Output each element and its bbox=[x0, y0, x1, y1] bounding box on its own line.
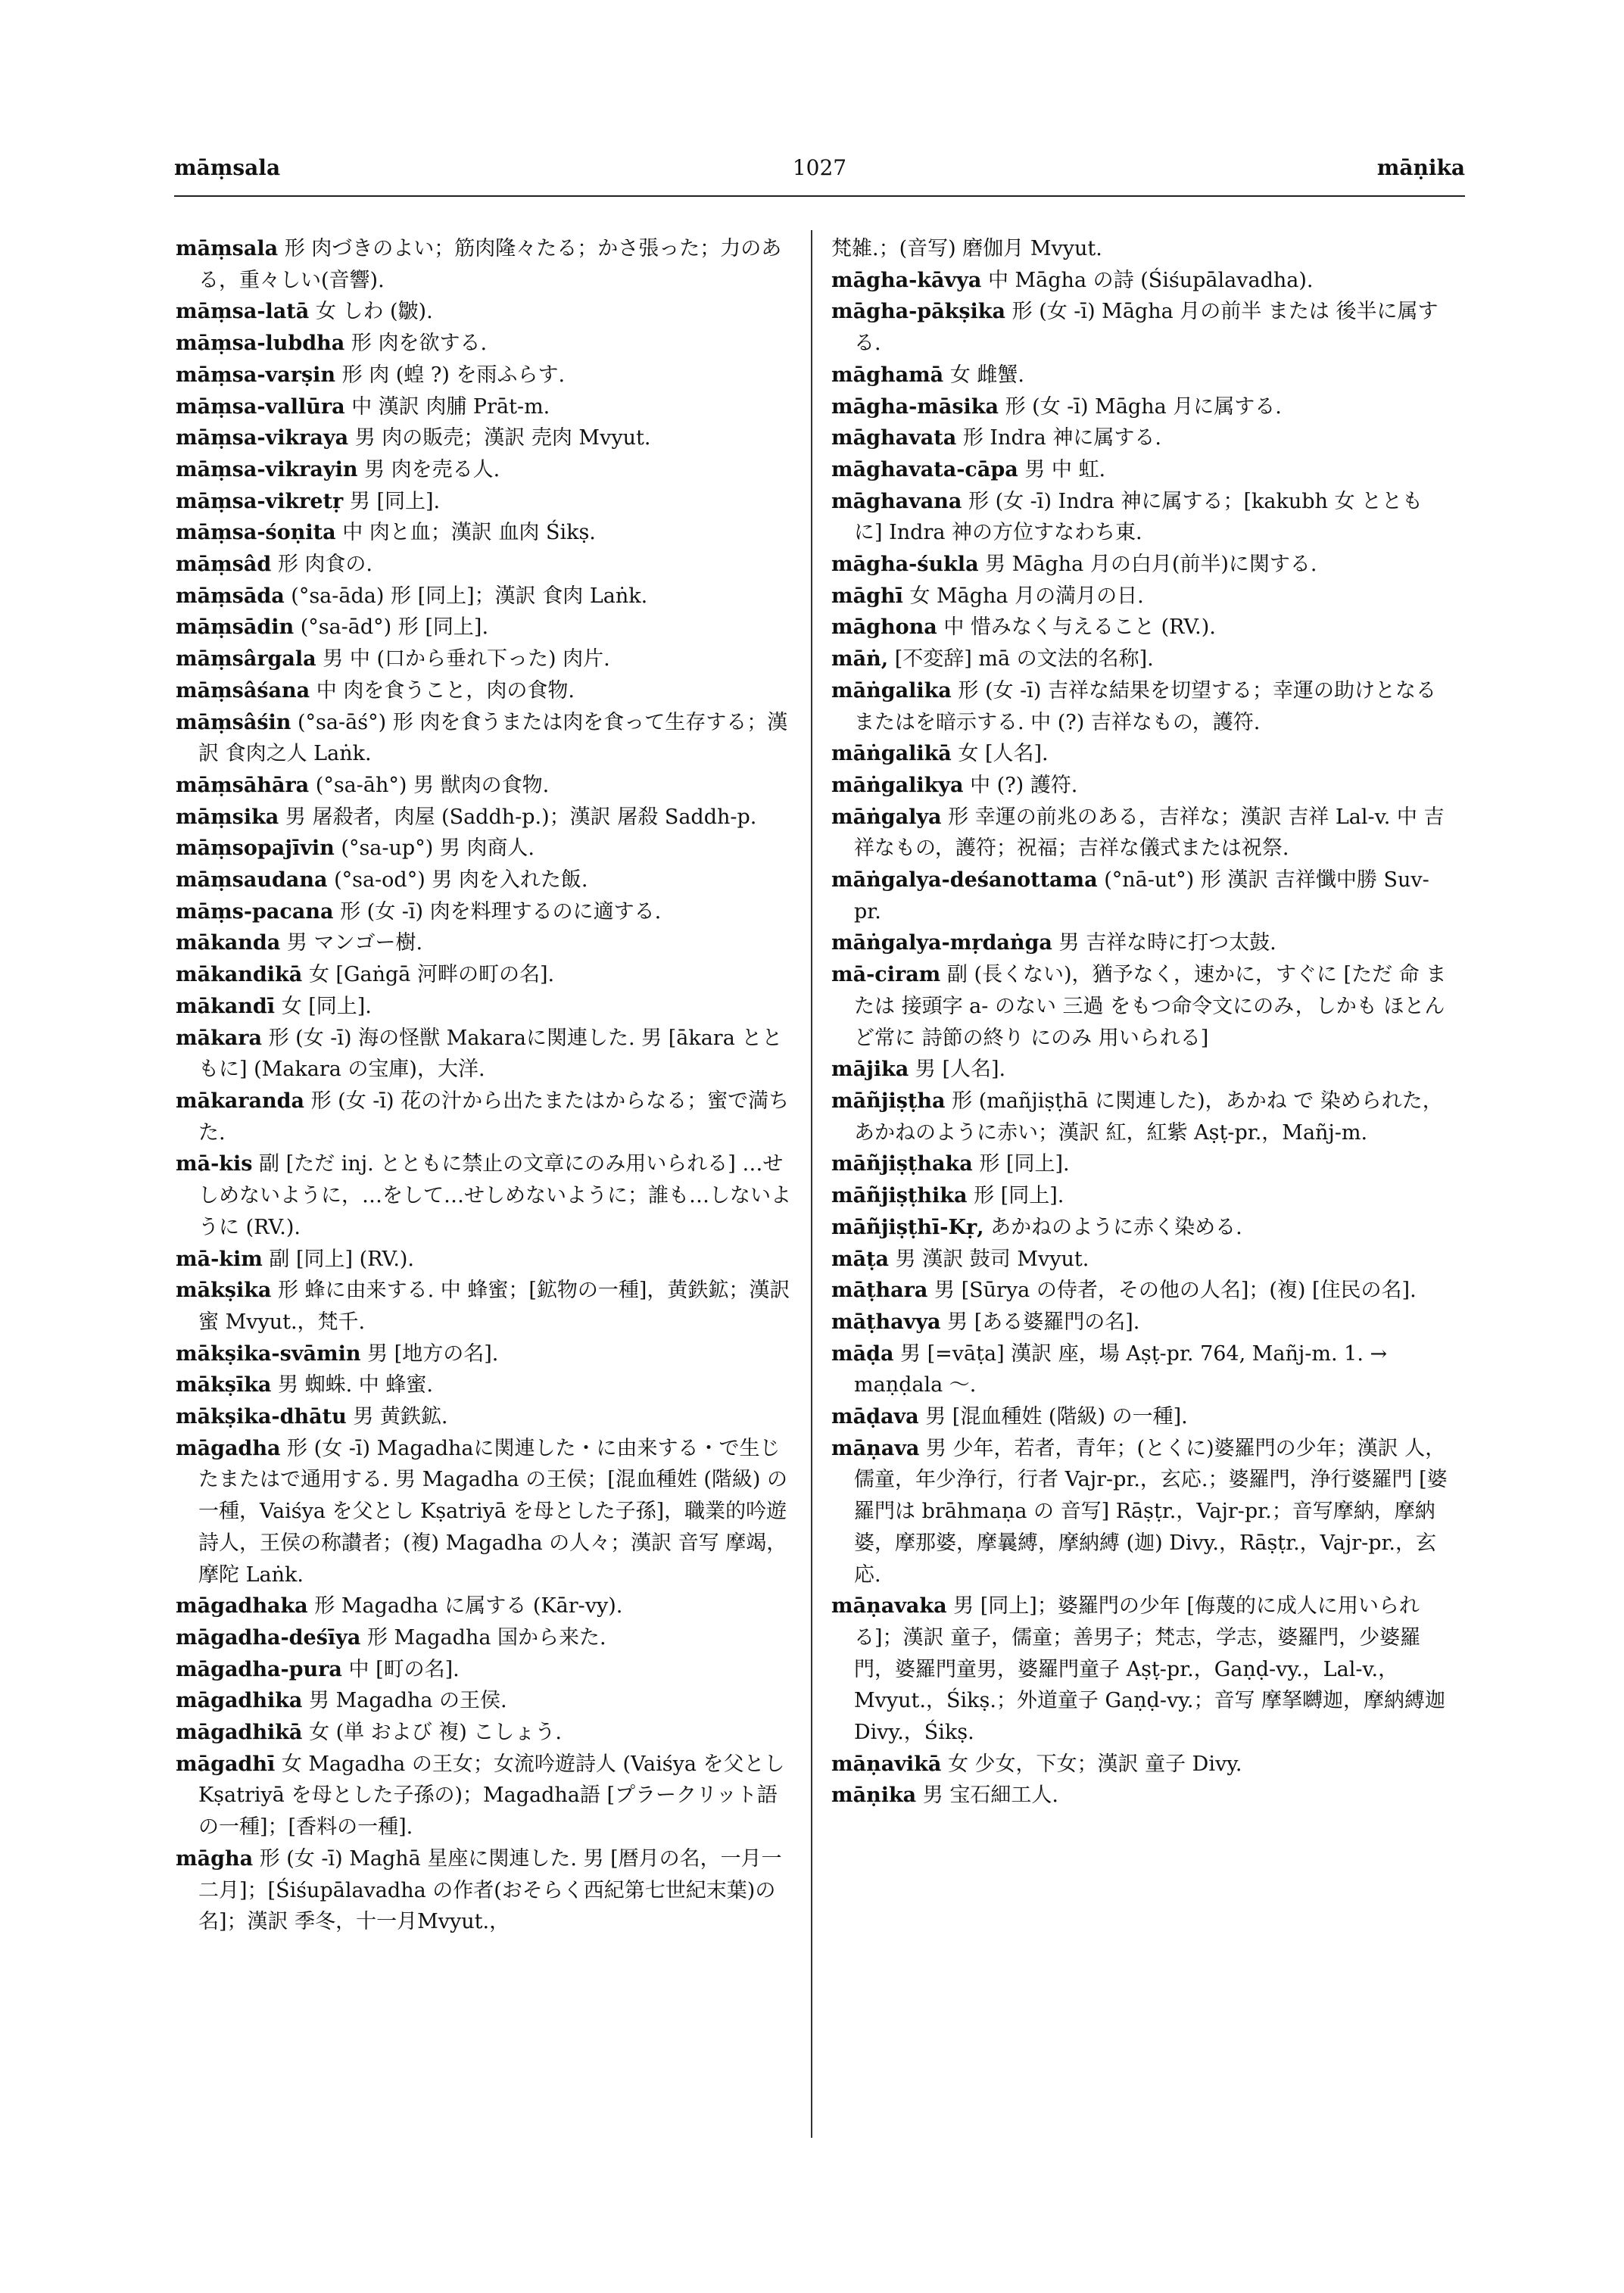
dictionary-entry bbox=[831, 1433, 1448, 1591]
dictionary-entry bbox=[831, 1338, 1448, 1401]
dictionary-entry bbox=[176, 1717, 793, 1749]
entry-headword: māṅ, bbox=[831, 647, 889, 671]
entry-headword: māṃs-pacana bbox=[176, 899, 334, 924]
dictionary-entry bbox=[831, 549, 1448, 581]
right-column bbox=[831, 233, 1448, 1812]
dictionary-entry bbox=[176, 1749, 793, 1843]
entry-headword: māṃsa-lubdha bbox=[176, 332, 345, 356]
entry-definition: [不変辞] mā の文法的名称]. bbox=[894, 647, 1154, 671]
dictionary-entry bbox=[176, 454, 793, 486]
entry-headword: mākṣika bbox=[176, 1279, 272, 1303]
entry-definition: 男 [同上]；婆羅門の少年 [侮蔑的に成人に用いられる]；漢訳 童子，儒童；善男子；梵志，学志，婆羅門，少婆羅門，婆羅門童男，婆羅門童子 Aṣṭ-pr.，Gaṇḍ-vy.，Lal-v.，Mvyut.，Śikṣ.；外道童子 Gaṇḍ-vy.；音写 摩拏嚩迦，摩納縛迦 Divy.，Śikṣ. bbox=[854, 1594, 1446, 1745]
entry-definition: (°sa-up°) 男 肉商人. bbox=[341, 837, 535, 861]
entry-headword: māṇika bbox=[831, 1784, 917, 1808]
entry-definition: 中 (?) 護符. bbox=[970, 773, 1078, 797]
entry-definition: 中 肉を食うこと，肉の食物. bbox=[316, 678, 575, 703]
page-header bbox=[174, 155, 1465, 193]
entry-definition: 女 少女，下女；漢訳 童子 Divy. bbox=[947, 1752, 1242, 1776]
entry-headword: māḍa bbox=[831, 1341, 894, 1366]
dictionary-entry bbox=[831, 865, 1448, 927]
entry-headword: māgadhikā bbox=[176, 1721, 303, 1745]
entry-definition: 男 Māgha 月の白月(前半)に関する. bbox=[985, 553, 1317, 577]
entry-definition: 形 (mañjiṣṭhā に関連した)，あかね で 染められた，あかねのように赤い；漢訳 紅，紅紫 Aṣṭ-pr.，Mañj-m. bbox=[854, 1089, 1443, 1145]
dictionary-entry bbox=[831, 612, 1448, 643]
entry-headword: māgadha-pura bbox=[176, 1657, 342, 1681]
dictionary-entry bbox=[176, 927, 793, 959]
entry-definition: 副 (長くない)，猶予なく，速かに，すぐに [ただ 命 または 接頭字 a- のない 三過 をもつ命令文にのみ，しかも ほとんど常に 詩節の終り にのみ 用いられる] bbox=[854, 963, 1447, 1050]
entry-definition: 中 漢訳 肉脯 Prāt-m. bbox=[351, 394, 550, 419]
entry-headword: māñjiṣṭhika bbox=[831, 1184, 968, 1208]
dictionary-entry bbox=[176, 549, 793, 581]
dictionary-entry bbox=[176, 802, 793, 833]
dictionary-entry bbox=[831, 959, 1448, 1054]
entry-headword: māgadhaka bbox=[176, 1594, 308, 1618]
entry-headword: māṇavaka bbox=[831, 1594, 947, 1618]
entry-definition: 男 吉祥な時に打つ太鼓. bbox=[1058, 931, 1276, 955]
entry-definition: 形 肉食の. bbox=[277, 553, 372, 577]
entry-headword: māghavana bbox=[831, 489, 962, 513]
dictionary-entry bbox=[831, 581, 1448, 612]
entry-headword: māṭhara bbox=[831, 1279, 928, 1303]
entry-definition: 女 [同上]. bbox=[281, 994, 372, 1018]
entry-headword: māṅgalika bbox=[831, 678, 952, 703]
entry-definition: 中 惜みなく与えること (RV.). bbox=[943, 615, 1216, 640]
entry-headword: mā-kim bbox=[176, 1247, 263, 1271]
entry-definition: 男 黄鉄鉱. bbox=[353, 1405, 448, 1429]
dictionary-entry bbox=[176, 296, 793, 328]
dictionary-entry bbox=[176, 517, 793, 549]
entry-headword: māñjiṣṭhī-Kṛ, bbox=[831, 1215, 984, 1239]
entry-definition: 女 [Gaṅgā 河畔の町の名]. bbox=[308, 963, 555, 987]
dictionary-entry bbox=[831, 675, 1448, 738]
entry-headword: māṃsala bbox=[176, 237, 279, 260]
entry-headword: māghamā bbox=[831, 363, 944, 387]
dictionary-entry bbox=[176, 1654, 793, 1686]
entry-definition: 形 (女 -ī) Magadhaに関連した・に由来する・で生じたまたはで通用する. 男 Magadha の王侯；[混血種姓 (階級) の一種，Vaiśya を父とし Kṣatriyā を母とした子孫]，職業的吟遊詩人，王侯の称讃者；(複) Magadha の人々；漢訳 音写 摩竭，摩陀 Laṅk. bbox=[198, 1436, 787, 1587]
entry-definition: 男 肉を売る人. bbox=[364, 457, 500, 481]
entry-headword: mākandī bbox=[176, 994, 276, 1018]
entry-headword: māghona bbox=[831, 615, 937, 640]
dictionary-entry bbox=[831, 233, 1448, 265]
entry-definition: 男 [Sūrya の侍者，その他の人名]；(複) [住民の名]. bbox=[934, 1279, 1417, 1303]
entry-definition: (°nā-ut°) 形 漢訳 吉祥懺中勝 Suv-pr. bbox=[854, 868, 1429, 924]
header-rule bbox=[174, 195, 1465, 197]
dictionary-entry bbox=[831, 770, 1448, 802]
entry-headword: māṃsa-vallūra bbox=[176, 394, 345, 419]
entry-headword: māṃsârgala bbox=[176, 647, 316, 671]
entry-definition: 形 (女 -ī) 吉祥な結果を切望する；幸運の助けとなるまたはを暗示する. 中 (?) 吉祥なもの，護符. bbox=[854, 678, 1436, 734]
entry-headword: māṃsa-vikretṛ bbox=[176, 489, 344, 513]
dictionary-entry bbox=[176, 770, 793, 802]
entry-headword: māṃsa-śoṇita bbox=[176, 521, 336, 545]
dictionary-entry bbox=[831, 1148, 1448, 1180]
entry-definition: 男 [=vāṭa] 漢訳 座，場 Aṣṭ-pr. 764, Mañj-m. 1. → maṇḍala ～. bbox=[854, 1341, 1388, 1397]
dictionary-entry bbox=[176, 675, 793, 707]
entry-definition: 形 Indra 神に属する. bbox=[962, 426, 1161, 450]
entry-headword: mākṣika-dhātu bbox=[176, 1405, 347, 1429]
entry-definition: 形 肉を欲する. bbox=[351, 332, 488, 356]
dictionary-entry bbox=[831, 927, 1448, 959]
dictionary-entry bbox=[831, 1307, 1448, 1338]
entry-definition: 形 (女 -ī) Māgha 月に属する. bbox=[1005, 394, 1282, 419]
dictionary-entry bbox=[176, 612, 793, 643]
entry-headword: mākanda bbox=[176, 931, 281, 955]
dictionary-entry bbox=[176, 422, 793, 454]
entry-definition: 形 (女 -ī) Indra 神に属する；[kakubh 女 とともに] Indra 神の方位すなわち東. bbox=[854, 489, 1423, 545]
dictionary-entry bbox=[176, 1369, 793, 1401]
entry-definition: 男 マンゴー樹. bbox=[286, 931, 423, 955]
entry-definition: 男 屠殺者，肉屋 (Saddh-p.)；漢訳 屠殺 Saddh-p. bbox=[285, 805, 757, 829]
entry-definition: 形 肉 (蝗 ?) を雨ふらす. bbox=[341, 363, 566, 387]
entry-headword: māṃsāda bbox=[176, 584, 285, 608]
entry-definition: 男 肉の販売；漢訳 売肉 Mvyut. bbox=[354, 426, 651, 450]
entry-headword: māñjiṣṭha bbox=[831, 1089, 946, 1113]
dictionary-entry bbox=[176, 991, 793, 1023]
dictionary-entry bbox=[176, 1433, 793, 1591]
dictionary-entry bbox=[176, 1401, 793, 1433]
column-divider bbox=[811, 230, 812, 2138]
dictionary-entry bbox=[831, 1054, 1448, 1086]
entry-headword: māgha-kāvya bbox=[831, 268, 982, 292]
dictionary-entry bbox=[176, 1244, 793, 1276]
running-head-right: māṇika bbox=[1376, 155, 1465, 180]
entry-headword: mā-ciram bbox=[831, 963, 941, 987]
entry-headword: mākara bbox=[176, 1026, 262, 1050]
entry-headword: māṅgalya-deśanottama bbox=[831, 868, 1098, 893]
dictionary-entry bbox=[176, 1023, 793, 1086]
dictionary-entry bbox=[176, 1590, 793, 1622]
entry-definition: 男 中 (口から垂れ下った) 肉片. bbox=[323, 647, 610, 671]
entry-headword: māgha-śukla bbox=[831, 553, 979, 577]
entry-definition: 中 [町の名]. bbox=[348, 1657, 460, 1681]
entry-headword: māṅgalikā bbox=[831, 742, 952, 766]
dictionary-entry bbox=[831, 265, 1448, 297]
entry-headword: mājika bbox=[831, 1058, 909, 1082]
dictionary-entry bbox=[176, 1338, 793, 1370]
entry-definition: 形 肉づきのよい；筋肉隆々たる；かさ張った；力のある，重々しい(音響). bbox=[198, 237, 782, 292]
entry-headword: māgha-māsika bbox=[831, 394, 999, 419]
entry-definition: 女 雌蟹. bbox=[949, 363, 1024, 387]
entry-headword: māṅgalikya bbox=[831, 773, 964, 797]
entry-headword: māṃsâśana bbox=[176, 678, 310, 703]
entry-headword: māṃsa-vikrayin bbox=[176, 457, 358, 481]
entry-definition: 形 [同上]. bbox=[974, 1184, 1064, 1208]
entry-headword: māghavata bbox=[831, 426, 957, 450]
entry-definition: 男 中 虹. bbox=[1024, 457, 1106, 481]
dictionary-entry bbox=[176, 486, 793, 518]
entry-definition: 男 Magadha の王侯. bbox=[309, 1689, 507, 1713]
entry-definition: 形 (女 -ī) Maghā 星座に関連した. 男 [暦月の名，一月一二月]；[Śiśupālavadha の作者(おそらく西紀第七世紀末葉)の名]；漢訳 季冬，十一月Mvyut.， bbox=[198, 1846, 782, 1934]
dictionary-entry bbox=[176, 833, 793, 865]
entry-definition: 男 [同上]. bbox=[349, 489, 441, 513]
entry-definition: 女 (単 および 複) こしょう. bbox=[309, 1721, 562, 1745]
left-column bbox=[176, 233, 793, 1938]
dictionary-entry bbox=[176, 1275, 793, 1338]
entry-definition: 形 (女 -ī) Māgha 月の前半 または 後半に属する. bbox=[854, 300, 1439, 356]
entry-definition: 男 [地方の名]. bbox=[367, 1341, 499, 1366]
entry-headword: mākandikā bbox=[176, 963, 303, 987]
dictionary-entry bbox=[176, 581, 793, 612]
entry-definition: 男 [ある婆羅門の名]. bbox=[947, 1310, 1140, 1334]
entry-definition: 女 Magadha の王女；女流吟遊詩人 (Vaiśya を父とし Kṣatriyā を母とした子孫の)；Magadha語 [プラークリット語の一種]；[香料の一種]. bbox=[198, 1752, 785, 1840]
entry-definition: 女 [人名]. bbox=[958, 742, 1049, 766]
entry-headword: mākṣīka bbox=[176, 1373, 272, 1397]
entry-definition: 中 肉と血；漢訳 血肉 Śikṣ. bbox=[342, 521, 596, 545]
dictionary-entry bbox=[176, 1086, 793, 1148]
entry-headword: māṅgalya-mṛdaṅga bbox=[831, 931, 1052, 955]
entry-definition: 中 Māgha の詩 (Śiśupālavadha). bbox=[987, 268, 1314, 292]
entry-definition: 副 [ただ inj. とともに禁止の文章にのみ用いられる] …せしめないように，…をして…せしめないように；誰も…しないように (RV.). bbox=[198, 1152, 791, 1239]
page-number: 1027 bbox=[792, 155, 847, 180]
entry-definition: 形 (女 -ī) 海の怪獣 Makaraに関連した. 男 [ākara とともに] (Makara の宝庫)，大洋. bbox=[198, 1026, 783, 1082]
dictionary-entry bbox=[176, 233, 793, 296]
entry-definition: 形 [同上]. bbox=[979, 1152, 1070, 1176]
entry-headword: māgadha-deśīya bbox=[176, 1625, 361, 1650]
entry-definition: 梵雑.；(音写) 磨伽月 Mvyut. bbox=[831, 237, 1102, 260]
dictionary-entry bbox=[831, 1275, 1448, 1307]
entry-headword: māgadha bbox=[176, 1436, 281, 1460]
entry-definition: 形 (女 -ī) 肉を料理するのに適する. bbox=[340, 899, 662, 924]
entry-definition: あかねのように赤く染める. bbox=[990, 1215, 1242, 1239]
entry-headword: māṭa bbox=[831, 1247, 890, 1271]
dictionary-entry bbox=[831, 422, 1448, 454]
entry-headword: māṃsika bbox=[176, 805, 279, 829]
dictionary-entry bbox=[831, 1244, 1448, 1276]
entry-headword: māṃsāhāra bbox=[176, 773, 310, 797]
dictionary-entry bbox=[831, 454, 1448, 486]
entry-definition: 形 幸運の前兆のある，吉祥な；漢訳 吉祥 Lal-v. 中 吉祥なもの，護符；祝福；吉祥な儀式または祝祭. bbox=[854, 805, 1445, 861]
dictionary-entry bbox=[831, 802, 1448, 865]
entry-definition: 女 しわ (皺). bbox=[315, 300, 433, 324]
dictionary-entry bbox=[831, 1401, 1448, 1433]
dictionary-entry bbox=[831, 360, 1448, 391]
dictionary-entry bbox=[176, 896, 793, 928]
dictionary-entry bbox=[176, 328, 793, 360]
dictionary-entry bbox=[176, 1685, 793, 1717]
entry-definition: 男 少年，若者，青年；(とくに)婆羅門の少年；漢訳 人，儒童，年少浄行，行者 Vajr-pr.，玄応.；婆羅門，浄行婆羅門 [婆羅門は brāhmaṇa の 音写] Rāṣṭr.，Vajr-pr.；音写摩納，摩納婆，摩那婆，摩曩縛，摩納縛 (迦) Divy.，Rāṣṭr.，Vajr-pr.，玄応. bbox=[854, 1436, 1448, 1587]
entry-definition: 女 Māgha 月の満月の日. bbox=[909, 584, 1144, 608]
dictionary-entry bbox=[176, 865, 793, 896]
entry-definition: 男 [人名]. bbox=[915, 1058, 1006, 1082]
entry-headword: māṃsâd bbox=[176, 553, 272, 577]
entry-definition: 形 Magadha 国から来た. bbox=[366, 1625, 606, 1650]
dictionary-entry bbox=[831, 1212, 1448, 1244]
entry-definition: 男 漢訳 鼓司 Mvyut. bbox=[895, 1247, 1089, 1271]
dictionary-entry bbox=[176, 959, 793, 991]
entry-headword: māgadhī bbox=[176, 1752, 276, 1776]
dictionary-entry bbox=[831, 1086, 1448, 1148]
entry-definition: 男 蜘蛛. 中 蜂蜜. bbox=[278, 1373, 433, 1397]
entry-definition: (°sa-ād°) 形 [同上]. bbox=[300, 615, 489, 640]
dictionary-entry bbox=[831, 391, 1448, 423]
entry-definition: (°sa-od°) 男 肉を入れた飯. bbox=[334, 868, 588, 893]
entry-headword: mākaranda bbox=[176, 1089, 304, 1113]
dictionary-entry bbox=[831, 1180, 1448, 1212]
entry-headword: māṃsaudana bbox=[176, 868, 328, 893]
dictionary-entry bbox=[176, 643, 793, 675]
entry-headword: māṃsa-latā bbox=[176, 300, 310, 324]
entry-definition: 形 Magadha に属する (Kār-vy). bbox=[314, 1594, 623, 1618]
entry-headword: māṭhavya bbox=[831, 1310, 941, 1334]
dictionary-entry bbox=[176, 1148, 793, 1243]
entry-headword: māṃsopajīvin bbox=[176, 837, 335, 861]
dictionary-entry bbox=[176, 1622, 793, 1654]
entry-definition: (°sa-āda) 形 [同上]；漢訳 食肉 Laṅk. bbox=[291, 584, 648, 608]
entry-headword: māghavata-cāpa bbox=[831, 457, 1018, 481]
entry-definition: (°sa-āh°) 男 獣肉の食物. bbox=[315, 773, 550, 797]
entry-headword: māṃsâśin bbox=[176, 710, 291, 734]
running-head-left: māṃsala bbox=[174, 155, 281, 180]
entry-headword: māgha bbox=[176, 1846, 254, 1871]
entry-headword: mā-kis bbox=[176, 1152, 253, 1176]
dictionary-entry bbox=[176, 391, 793, 423]
dictionary-entry bbox=[176, 1843, 793, 1938]
entry-headword: māgadhika bbox=[176, 1689, 303, 1713]
entry-definition: 形 蜂に由来する. 中 蜂蜜；[鉱物の一種]，黄鉄鉱；漢訳 蜜 Mvyut.，梵千. bbox=[198, 1279, 790, 1334]
dictionary-entry bbox=[831, 643, 1448, 675]
entry-headword: māṃsa-vikraya bbox=[176, 426, 349, 450]
entry-definition: (°sa-āś°) 形 肉を食うまたは肉を食って生存する；漢訳 食肉之人 Laṅk. bbox=[198, 710, 788, 766]
dictionary-entry bbox=[176, 360, 793, 391]
entry-headword: māḍava bbox=[831, 1405, 919, 1429]
entry-headword: mākṣika-svāmin bbox=[176, 1341, 361, 1366]
dictionary-entry bbox=[176, 707, 793, 770]
dictionary-entry bbox=[831, 296, 1448, 359]
dictionary-entry bbox=[831, 738, 1448, 770]
entry-headword: māghī bbox=[831, 584, 903, 608]
entry-headword: māgha-pākṣika bbox=[831, 300, 1006, 324]
entry-headword: māñjiṣṭhaka bbox=[831, 1152, 973, 1176]
entry-headword: māṇava bbox=[831, 1436, 920, 1460]
dictionary-entry bbox=[831, 1749, 1448, 1781]
entry-definition: 男 宝石細工人. bbox=[922, 1784, 1058, 1808]
entry-headword: māṃsa-varṣin bbox=[176, 363, 336, 387]
dictionary-entry bbox=[831, 486, 1448, 549]
entry-headword: māṇavikā bbox=[831, 1752, 942, 1776]
dictionary-entry bbox=[831, 1780, 1448, 1812]
entry-headword: māṅgalya bbox=[831, 805, 942, 829]
dictionary-entry bbox=[831, 1590, 1448, 1749]
entry-headword: māṃsādin bbox=[176, 615, 295, 640]
entry-definition: 副 [同上] (RV.). bbox=[269, 1247, 415, 1271]
entry-definition: 形 (女 -ī) 花の汁から出たまたはからなる；蜜で満ちた. bbox=[198, 1089, 790, 1145]
entry-definition: 男 [混血種姓 (階級) の一種]. bbox=[925, 1405, 1188, 1429]
